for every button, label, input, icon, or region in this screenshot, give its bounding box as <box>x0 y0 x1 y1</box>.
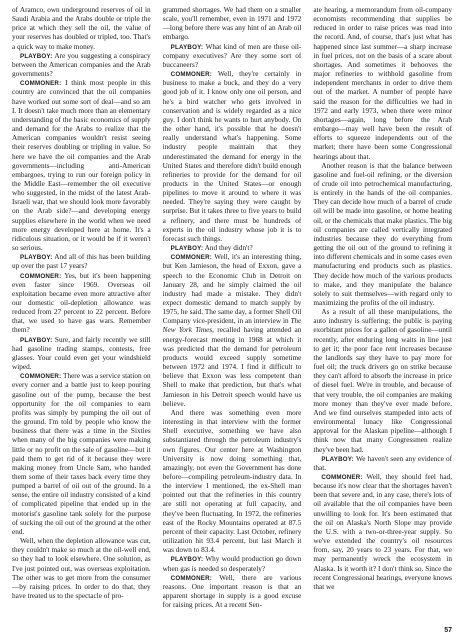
speaker-label: PLAYBOY: <box>170 245 204 253</box>
speaker-label: COMMONER: <box>20 272 62 280</box>
paragraph <box>163 43 302 70</box>
paragraph-text: Well, they're certainly in business to make a buck, and they do a very good job of it. I know only one oil person, and he's a bird watcher who gets involved in conservation and is widely regarded as a nice guy. I don't think he wants to hurt anybody. On the other hand, it's possible that he doesn't really understand what's happening. Some industry people maintain that they underestimated the demand for energy in the United States and therefore didn't build enough refineries to provide for the demand for oil products in the United States—or enough pipelines to move it around to where it was needed. They're saying they were caught by surprise. But it takes three to five years to build a refinery, and there must be hundreds of experts in the oil industry whose job it is to forecast such things. <box>162 70 302 243</box>
text-columns <box>12 6 452 622</box>
paragraph <box>12 79 151 253</box>
speaker-label: PLAYBOY: <box>321 455 354 463</box>
speaker-label: PLAYBOY: <box>20 336 53 344</box>
page-number: 57 <box>444 627 452 634</box>
paragraph-text: Why would production go down when gas is needed so desperately? <box>162 555 302 573</box>
speaker-label: COMMONER: <box>20 373 62 381</box>
paragraph <box>313 473 452 592</box>
paragraph <box>313 308 452 455</box>
paragraph <box>12 336 151 373</box>
column-2 <box>163 6 302 622</box>
paragraph-text: There was a service station on every corner and a battle just to keep pouring gasoline out of the pump, because the best opportunity for the oil companies to earn profits was simply by pumping the oil out of the ground. I'm told by people who know the business that there was a time in the Sixties when many of the big companies were making little or no profit on the sale of gasoline—but it paid them to get rid of it because they were making money from Uncle Sam, who handed them some of their taxes back every time they pumped a barrel of oil out of the ground. In a sense, the entire oil industry consisted of a kind of complicated pipeline that ended up in the motorist's gasoline tank solely for the purpose of sucking the oil out of the ground at the other end. <box>12 372 151 536</box>
publication-title: The New York Times <box>162 317 302 335</box>
paragraph <box>163 555 302 573</box>
paragraph-text: Another reason is that the balance between gasoline and fuel-oil refining, or the diversion of crude oil into petrochemical manufacturing, is entirely in the hands of the oil companies. They can decide how much of a barrel of crude oil will be made into gasoline, or home heating oil, or the chemicals that make plastics. The big oil companies are called vertically integrated industries because they do everything from getting the oil out of the ground to refining it into different chemicals and in some cases even manufacturing end products such as plastics. They decide how much of the various products to make, and they manipulate the balance solely to suit themselves—with regard only to maximizing the profits of the oil industry. <box>313 161 453 307</box>
paragraph <box>163 244 302 253</box>
paragraph <box>163 574 302 611</box>
paragraph-text: And there was something even more interesting in that interview with the former Shell executive, something we have also substantiated through the petroleum industry's own figures. Our center here at Washington University is now doing something that, amazingly, not even the Government has done before—compiling petroleum-industry data. In the interview I mentioned, the ex-Shell man pointed out that the refineries in this country are still not operating at full capacity, and they've been fluctuating. In 1972, the refineries east of the Rocky Mountains operated at 87.5 percent of their capacity. Last October, refinery utilization hit 93.4 percent, but last March it was down to 83.4. <box>162 408 302 555</box>
paragraph-text: Yes, but it's been happening even faster since 1969. Overseas oil exploitation became even more attractive after our domestic oil-depletion allowance was reduced from 27 percent to 22 percent. Before that, we used to have gas wars. Remember them? <box>12 271 151 335</box>
paragraph-text: Well, it's an interesting thing, but Ken Jamieson, the head of Exxon, gave a speech to the Economic Club in Detroit on January 28, and he simply claimed the oil industry had made a mistake. They didn't expect domestic demand to match supply by 1975, he said. The same day, a former Shell Oil Company vice-president, in an interview in The New York Times, recalled having attended an energy-forecast meeting in 1968 at which it was predicted that the demand for petroleum products would exceed supply sometime between 1972 and 1974. I find it difficult to believe that Exxon was less competent than Shell to make that prediction, but that's what Jamieson in his Detroit speech would have us believe. <box>162 253 302 408</box>
paragraph-text: I think most people in this country are convinced that the oil companies have worked out some sort of deal—and so am I. It doesn't take much more than an elementary understanding of the basic economics of supply and demand for the Arabs to realize that the American companies wouldn't resist seeing their reserves doubling or tripling in value. So here we have the oil companies and the Arab governments—including anti-American embargoes, trying to run our foreign policy in the Middle East—remember the oil executive who suggested, in the midst of the latest Arab-Israeli war, that we should look more favorably on the Arab side?—and developing energy supplies elsewhere in the world when we need more energy developed here at home. It's a ridiculous situation, or it would be if it weren't so serious. <box>12 79 151 253</box>
paragraph-text: Well, when the depletion allowance was cut, they couldn't make so much at the oil-well end, so they had to look elsewhere. One solution, as I've just pointed out, was overseas exploitation. The other was to get more from the consumer—by raising prices. In order to do that, they have treated us to the spectacle of pro- <box>12 537 151 600</box>
paragraph <box>163 253 302 409</box>
speaker-label: COMMONER: <box>170 574 212 582</box>
paragraph <box>12 52 151 79</box>
paragraph <box>12 372 151 537</box>
paragraph-text: As a result of all these manipulations, the auto industry is suffering; the public is paying exorbitant prices for a gallon of gasoline—until recently, after enduring long waits in line just to get it; the poor face rent increases because the landlords say they have to pay more for fuel oil; the truck drivers go on strike because they can't afford to absorb the increase in price of diesel fuel. We're in trouble, and because of that very trouble, the oil companies are making more money than they've ever made before. And we find ourselves stampeded into acts of environmental lunacy like Congressional approval for the Alaskan pipeline—although I think now that many Congressmen realize they've been had. <box>313 308 453 454</box>
speaker-label: PLAYBOY: <box>20 254 53 262</box>
speaker-label: COMMONER: <box>170 71 212 79</box>
speaker-label: COMMONER: <box>170 254 212 262</box>
speaker-label: COMMONER: <box>321 473 363 481</box>
paragraph <box>12 537 151 601</box>
paragraph <box>313 455 452 473</box>
paragraph-text: We haven't seen any evidence of that. <box>313 454 453 472</box>
paragraph-text: of Aramco, own underground reserves of oil in Saudi Arabia and the Arabs double or triple the price at which they sell the oil, the value of your reserves has doubled or tripled, too. That's a quick way to make money. <box>12 6 151 51</box>
paragraph-text: What kind of men are these oil-company executives? Are they some sort of buccaneers? <box>162 42 302 69</box>
paragraph-text: And all of this has been building up over the past 17 years? <box>12 253 151 271</box>
paragraph-text: Are you suggesting a conspiracy between the American companies and the Arab governments? <box>12 51 151 79</box>
column-1 <box>12 6 151 622</box>
speaker-label: PLAYBOY: <box>20 52 53 60</box>
paragraph <box>163 70 302 244</box>
speaker-label: COMMONER: <box>20 80 62 88</box>
speaker-label: PLAYBOY: <box>170 556 204 564</box>
paragraph <box>163 409 302 556</box>
paragraph-text: And they didn't? <box>204 244 253 253</box>
paragraph-text: Well, there are various reasons. One important reason is that an apparent shortage in supply is a good excuse for raising prices. At a recent Sen- <box>162 573 302 610</box>
paragraph <box>313 6 452 162</box>
paragraph <box>163 6 302 43</box>
paragraph-text: grammed shortages. We had them on a smaller scale, you'll remember, even in 1971 and 1972—long before there was any hint of an Arab oil embargo. <box>162 6 302 42</box>
paragraph <box>313 162 452 309</box>
paragraph <box>12 6 151 52</box>
paragraph <box>12 272 151 336</box>
paragraph-text: Sure, and fairly recently we still had gasoline trading stamps, contests, free glasses. Your could even get your windshield wiped. <box>12 335 151 372</box>
paragraph <box>12 253 151 271</box>
paragraph-text: Well, they should feel had, because it's now clear that the shortages haven't been that severe and, in any case, there's lots of oil available that the oil companies have been unwilling to look for. It's been estimated that the oil on Alaska's North Slope may provide the U.S. with a two-or-three-year supply. So we've extended the country's oil resources from, say, 20 years to 23 years. For that, we may permanently wreck the ecosystem in Alaska. Is it worth it? I don't think so. Since the recent Congressional hearings, everyone knows that we <box>313 472 453 591</box>
speaker-label: PLAYBOY: <box>170 43 204 51</box>
column-3 <box>313 6 452 622</box>
paragraph-text: ate hearing, a memorandum from oil-company economists recommending that supplies be reduced in order to raise prices was read into the record. And, of course, that's just what has happened since last summer—a sharp increase in fuel prices, not on the basis of a scare about shortages. And sometimes it behooves the major refineries to withhold gasoline from independent merchants in order to drive them out of the market. A number of people have said the reason for the difficulties we had in 1972 and early 1973, when there were minor shortages—again, long before the Arab embargo—may well have been the result of efforts to squeeze independents out of the market; there have been some Congressional hearings about that. <box>313 6 453 161</box>
